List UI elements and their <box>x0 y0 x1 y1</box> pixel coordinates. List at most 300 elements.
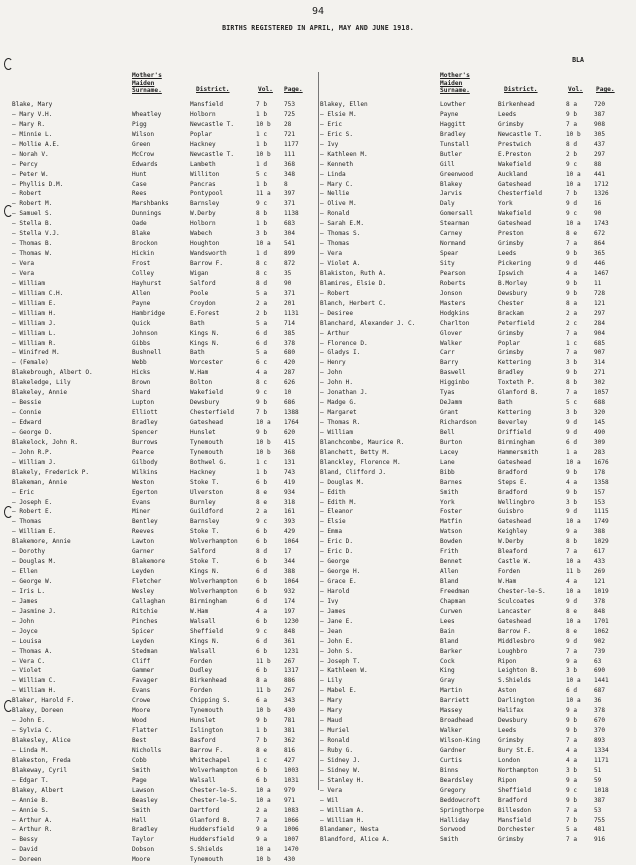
entry-name: — Mary <box>320 697 343 705</box>
entry-page: 685 <box>594 339 606 347</box>
entry-name: — Elsie <box>320 518 346 526</box>
entry-name: — Linda M. <box>12 746 49 754</box>
entry-vol: 9 a <box>256 836 268 844</box>
register-entry <box>320 329 626 339</box>
entry-name: — Ruby G. <box>320 746 354 754</box>
entry-name: — Eric D. <box>320 538 354 546</box>
entry-district: Halifax <box>498 707 524 715</box>
entry-page: 388 <box>284 568 296 576</box>
entry-district: Ipswich <box>498 269 524 277</box>
entry-district: Birkenhead <box>498 101 535 108</box>
entry-vol: 8 a <box>256 677 268 685</box>
entry-maiden: Bradley <box>132 419 158 426</box>
entry-vol: 8 e <box>566 607 578 615</box>
entry-page: 348 <box>284 170 296 178</box>
register-entry <box>320 358 626 368</box>
entry-district: Kings N. <box>190 339 220 347</box>
entry-vol: 6 b <box>256 528 268 536</box>
entry-maiden: Smith <box>440 488 459 496</box>
entry-district: Kings N. <box>190 637 220 645</box>
entry-vol: 9 d <box>566 200 578 208</box>
register-entry <box>12 199 317 209</box>
entry-page: 687 <box>594 687 606 695</box>
entry-district: Tynemouth <box>190 707 224 715</box>
entry-district: London <box>498 756 521 764</box>
entry-district: Ripon <box>498 657 517 665</box>
entry-page: 1764 <box>284 419 299 426</box>
entry-maiden: Baswell <box>440 369 466 377</box>
entry-name: — James <box>320 607 346 615</box>
entry-maiden: Blakemore <box>132 558 166 566</box>
register-entry <box>12 170 317 180</box>
entry-district: Aston <box>498 687 517 695</box>
register-entry <box>12 269 317 279</box>
entry-page: 1743 <box>594 220 609 228</box>
entry-page: 1064 <box>284 578 299 585</box>
entry-district: Leeds <box>498 110 517 118</box>
entry-maiden: Gregory <box>440 786 466 794</box>
entry-name: — Sylvia C. <box>12 727 53 735</box>
entry-district: W.Derby <box>498 538 524 546</box>
register-entry <box>320 776 626 786</box>
entry-maiden: Pinches <box>132 617 158 625</box>
entry-district: Sculcoates <box>498 597 535 605</box>
index-code: BLA <box>572 56 584 64</box>
entry-vol: 3 b <box>566 409 578 417</box>
register-entry <box>12 299 317 309</box>
entry-maiden: Spear <box>440 250 459 258</box>
entry-vol: 4 a <box>256 369 268 377</box>
entry-vol: 4 a <box>566 578 578 585</box>
entry-name: — Norah V. <box>12 150 49 158</box>
entry-page: 1115 <box>594 508 609 516</box>
entry-district: Bury St.E. <box>498 746 535 754</box>
entry-vol: 9 d <box>566 428 578 436</box>
entry-maiden: Wood <box>132 717 147 725</box>
entry-name: — John R.P. <box>12 448 53 456</box>
entry-district: Tynemouth <box>190 856 224 864</box>
register-entry <box>12 607 317 617</box>
entry-vol: 3 b <box>566 766 578 774</box>
entry-name: — Vera <box>12 269 35 277</box>
entry-district: Grimsby <box>498 836 524 844</box>
register-entry <box>320 587 626 597</box>
entry-name: — Elsie M. <box>320 110 357 118</box>
entry-name: — Arthur <box>320 329 350 337</box>
register-entry <box>320 100 626 110</box>
entry-vol: 8 b <box>566 538 578 546</box>
entry-vol: 1 c <box>256 756 268 764</box>
entry-page: 437 <box>594 140 606 148</box>
register-entry <box>12 348 317 358</box>
entry-district: E.Forest <box>190 309 220 317</box>
entry-vol: 8 a <box>566 299 578 307</box>
entry-vol: 1 b <box>256 110 268 118</box>
entry-vol: 10 b <box>256 856 271 864</box>
vol-header: Vol. <box>258 86 273 93</box>
entry-page: 1231 <box>284 647 299 655</box>
entry-vol: 1 c <box>256 458 268 466</box>
entry-district: Grimsby <box>498 120 524 128</box>
register-entry <box>320 746 626 756</box>
entry-vol: 9 a <box>256 826 268 834</box>
page-header-label: Page. <box>596 86 615 93</box>
entry-district: Keighley <box>498 528 528 536</box>
entry-district: Chester-le-S. <box>190 786 238 794</box>
register-entry <box>12 339 317 349</box>
entry-vol: 10 a <box>566 617 581 625</box>
entry-name: — Joyce <box>12 627 38 635</box>
entry-district: Burnley <box>190 498 216 506</box>
entry-vol: 1 b <box>256 727 268 735</box>
entry-district: Wolverhampton <box>190 578 238 585</box>
entry-maiden: Foster <box>440 508 463 516</box>
entry-vol: 6 b <box>256 776 268 784</box>
register-entry <box>320 676 626 686</box>
register-entry <box>12 309 317 319</box>
register-entry <box>12 458 317 468</box>
entry-vol: 6 d <box>256 339 268 347</box>
entry-district: Mansfield <box>190 101 224 108</box>
entry-district: Huddersfield <box>190 836 235 844</box>
entry-vol: 6 b <box>256 647 268 655</box>
page-number: 94 <box>311 6 325 17</box>
register-entry <box>12 259 317 269</box>
entry-name: — Vera <box>320 250 343 258</box>
entry-maiden: Lacey <box>440 448 459 456</box>
entry-district: Auckland <box>498 170 528 178</box>
entry-page: 1007 <box>284 836 299 844</box>
entry-maiden: Burrows <box>132 438 158 446</box>
register-entry <box>320 259 626 269</box>
entry-page: 178 <box>594 468 606 476</box>
entry-vol: 7 a <box>566 737 578 744</box>
entry-page: 899 <box>284 250 296 258</box>
entry-vol: 3 b <box>566 667 578 675</box>
register-entry <box>12 329 317 339</box>
entry-name: — Jane E. <box>320 617 354 625</box>
entry-vol: 9 b <box>566 279 578 287</box>
entry-page: 1031 <box>284 776 299 784</box>
entry-name: — Mollie A.E. <box>12 140 60 148</box>
entry-vol: 4 a <box>566 756 578 764</box>
entry-vol: 7 b <box>256 737 268 744</box>
register-entry <box>12 587 317 597</box>
entry-page: 314 <box>594 359 606 367</box>
entry-vol: 10 a <box>566 518 581 526</box>
entry-vol: 2 a <box>566 309 578 317</box>
register-entry <box>320 438 626 448</box>
entry-vol: 10 a <box>256 796 271 804</box>
register-entry <box>12 478 317 488</box>
entry-maiden: Glover <box>440 329 463 337</box>
entry-maiden: Masters <box>440 299 466 307</box>
entry-maiden: Sity <box>440 260 455 267</box>
entry-page: 368 <box>284 160 296 168</box>
entry-maiden: Brown <box>132 379 151 387</box>
entry-name: — John E. <box>12 717 46 725</box>
entry-vol: 10 a <box>566 458 581 466</box>
register-entry <box>12 786 317 796</box>
entry-vol: 4 a <box>566 478 578 486</box>
register-entry <box>320 309 626 319</box>
entry-page: 283 <box>594 448 606 456</box>
entry-district: Gateshead <box>498 518 532 526</box>
entry-district: Barrow F. <box>190 746 224 754</box>
entry-vol: 6 b <box>256 538 268 546</box>
entry-district: Kettering <box>498 359 532 367</box>
entry-page: 688 <box>594 399 606 407</box>
register-entry <box>12 706 317 716</box>
entry-page: 1712 <box>594 180 609 188</box>
entry-name: Blakey, Doreen <box>12 707 64 715</box>
entry-name: Blanchcombe, Maurice R. <box>320 438 405 446</box>
register-entry <box>320 488 626 498</box>
entry-district: Bath <box>190 349 205 357</box>
entry-page: 617 <box>594 548 606 556</box>
entry-page: 1138 <box>284 210 299 218</box>
entry-page: 1064 <box>284 538 299 546</box>
entry-maiden: Allen <box>132 289 151 297</box>
entry-name: — Stanley H. <box>320 776 365 784</box>
register-entry <box>12 617 317 627</box>
vol-header: Vol. <box>568 86 583 93</box>
entry-page: 1003 <box>284 766 299 774</box>
register-entry <box>12 825 317 835</box>
entry-page: 932 <box>284 587 296 595</box>
entry-page: 446 <box>594 260 606 267</box>
entry-name: — Kathleen M. <box>320 150 368 158</box>
entry-maiden: Barriett <box>440 697 470 705</box>
entry-district: Newcastle T. <box>190 120 235 128</box>
register-entry <box>12 816 317 826</box>
entry-page: 1230 <box>284 617 299 625</box>
register-entry <box>320 458 626 468</box>
entry-name: — Violet A. <box>320 260 361 267</box>
entry-page: 902 <box>594 637 606 645</box>
entry-vol: 8 e <box>256 498 268 506</box>
entry-district: Loughbro <box>498 647 528 655</box>
entry-name: — Ronald <box>320 210 350 218</box>
entry-district: S.Shields <box>498 677 532 685</box>
entry-vol: 9 b <box>566 717 578 725</box>
entry-maiden: Oade <box>132 220 147 228</box>
entry-district: Bath <box>190 319 205 327</box>
entry-vol: 10 b <box>256 438 271 446</box>
entry-name: — Maud <box>320 717 343 725</box>
entry-vol: 6 d <box>256 329 268 337</box>
entry-district: Dartford <box>190 806 220 814</box>
entry-name: — Bessie <box>12 399 42 407</box>
register-entry <box>12 637 317 647</box>
register-entry <box>320 140 626 150</box>
entry-page: 287 <box>284 369 296 377</box>
entry-maiden: Evans <box>132 687 151 695</box>
entry-maiden: Daly <box>440 200 455 208</box>
register-entry <box>320 577 626 587</box>
entry-page: 714 <box>284 319 296 327</box>
register-entry <box>320 806 626 816</box>
entry-maiden: Burton <box>440 438 463 446</box>
register-entry <box>12 567 317 577</box>
entry-vol: 7 a <box>566 647 578 655</box>
entry-name: Blanckley, Florence M. <box>320 458 401 466</box>
register-entry <box>12 507 317 517</box>
entry-maiden: Sorwood <box>440 826 466 834</box>
entry-vol: 6 d <box>256 597 268 605</box>
entry-maiden: Shard <box>132 389 151 397</box>
entry-district: Poplar <box>190 130 213 138</box>
entry-maiden: Halliday <box>440 816 470 824</box>
entry-vol: 6 b <box>256 478 268 486</box>
entry-vol: 3 b <box>566 498 578 506</box>
entry-name: — Bessy <box>12 836 38 844</box>
entry-maiden: Hall <box>132 816 147 824</box>
entry-name: — Mary R. <box>12 120 46 128</box>
entry-district: Williton <box>190 170 220 178</box>
entry-page: 385 <box>284 329 296 337</box>
entry-name: Blakeley, Annie <box>12 389 68 397</box>
entry-maiden: Broadhead <box>440 717 474 725</box>
entry-maiden: King <box>440 667 455 675</box>
entry-maiden: Johnson <box>132 329 158 337</box>
entry-maiden: Bibb <box>440 468 455 476</box>
entry-name: — Harold <box>320 587 350 595</box>
register-entry <box>320 478 626 488</box>
entry-district: Gateshead <box>190 419 224 426</box>
entry-maiden: Beasley <box>132 796 158 804</box>
entry-maiden: Pigg <box>132 120 147 128</box>
register-entry <box>12 696 317 706</box>
entry-vol: 9 d <box>566 260 578 267</box>
entry-vol: 9 c <box>256 200 268 208</box>
entry-vol: 2 b <box>256 309 268 317</box>
register-entry <box>320 706 626 716</box>
entry-maiden: Nicholls <box>132 746 162 754</box>
entry-maiden: Bennet <box>440 558 463 566</box>
entry-maiden: Leyden <box>132 568 155 576</box>
register-entry <box>320 418 626 428</box>
entry-name: — Annie B. <box>12 796 49 804</box>
entry-page: 1358 <box>594 478 609 486</box>
entry-district: Wakefield <box>498 210 532 218</box>
entry-page: 1066 <box>284 816 299 824</box>
entry-vol: 8 b <box>256 210 268 218</box>
entry-page: 781 <box>284 717 296 725</box>
entry-name: — Ellen <box>12 568 38 576</box>
entry-page: 848 <box>284 627 296 635</box>
entry-page: 971 <box>284 796 296 804</box>
maiden-surname-header: Mother's Maiden Surname. <box>132 72 162 95</box>
entry-name: — William H. <box>12 687 57 695</box>
entry-district: Bradford <box>498 796 528 804</box>
entry-name: — John H. <box>320 379 354 387</box>
entry-district: Guildford <box>190 508 224 516</box>
entry-page: 145 <box>594 419 606 426</box>
entry-name: — William <box>320 428 354 436</box>
entry-maiden: Case <box>132 180 147 188</box>
entry-vol: 5 c <box>256 170 268 178</box>
entry-maiden: Payne <box>132 299 151 307</box>
page-header-label: Page. <box>284 86 303 93</box>
entry-maiden: Lane <box>440 458 455 466</box>
entry-page: 420 <box>284 359 296 367</box>
entry-vol: 9 c <box>256 627 268 635</box>
entry-name: — Sidney J. <box>320 756 361 764</box>
entry-page: 378 <box>594 707 606 715</box>
entry-page: 893 <box>594 737 606 744</box>
entry-vol: 9 b <box>566 796 578 804</box>
entry-page: 267 <box>284 687 296 695</box>
entry-maiden: Blakey <box>440 180 463 188</box>
entry-page: 1470 <box>284 846 299 854</box>
entry-page: 1062 <box>594 627 609 635</box>
entry-maiden: Lupton <box>132 399 155 407</box>
entry-page: 490 <box>594 428 606 436</box>
entry-district: Kettering <box>498 409 532 417</box>
entry-district: Stoke T. <box>190 478 220 486</box>
entry-maiden: Moore <box>132 707 151 715</box>
entry-district: Billesdon <box>498 806 532 814</box>
entry-page: 670 <box>594 717 606 725</box>
entry-page: 17 <box>284 548 292 556</box>
register-entry <box>320 835 626 845</box>
entry-vol: 7 a <box>256 816 268 824</box>
entry-district: Chester-le-S. <box>498 587 546 595</box>
entry-vol: 1 d <box>256 160 268 168</box>
right-column <box>320 0 626 844</box>
entry-page: 302 <box>594 379 606 387</box>
entry-name: Blakiston, Ruth A. <box>320 269 387 277</box>
entry-name: — Ronald <box>320 737 350 744</box>
register-entry <box>320 537 626 547</box>
entry-page: 1083 <box>284 806 299 814</box>
register-entry <box>320 716 626 726</box>
entry-maiden: Evans <box>132 498 151 506</box>
entry-name: Blanch, Herbert C. <box>320 299 387 307</box>
register-entry <box>12 180 317 190</box>
entry-page: 419 <box>284 478 296 486</box>
register-entry <box>12 160 317 170</box>
entry-vol: 11 b <box>256 657 271 665</box>
entry-district: Hunslet <box>190 717 216 725</box>
entry-district: Steps E. <box>498 478 528 486</box>
entry-page: 1131 <box>284 309 299 317</box>
entry-vol: 6 a <box>256 697 268 705</box>
entry-maiden: Massey <box>440 707 463 715</box>
entry-vol: 10 a <box>256 846 271 854</box>
register-entry <box>12 736 317 746</box>
entry-vol: 1 b <box>256 180 268 188</box>
entry-vol: 7 a <box>566 349 578 357</box>
entry-name: Blaker, Harold F. <box>12 697 75 705</box>
entry-name: — Robert E. <box>12 508 53 516</box>
register-entry <box>320 120 626 130</box>
entry-district: Castle W. <box>498 558 532 566</box>
entry-page: 362 <box>284 737 296 744</box>
entry-name: — Edith <box>320 488 346 496</box>
entry-name: — Ivy <box>320 597 339 605</box>
entry-district: Forden <box>190 657 213 665</box>
entry-name: — Phyllis D.M. <box>12 180 64 188</box>
entry-maiden: Fletcher <box>132 578 162 585</box>
entry-maiden: Bentley <box>132 518 158 526</box>
entry-page: 743 <box>284 468 296 476</box>
register-entry <box>12 130 317 140</box>
entry-page: 36 <box>594 697 602 705</box>
register-entry <box>12 686 317 696</box>
entry-maiden: Tyas <box>440 389 455 397</box>
